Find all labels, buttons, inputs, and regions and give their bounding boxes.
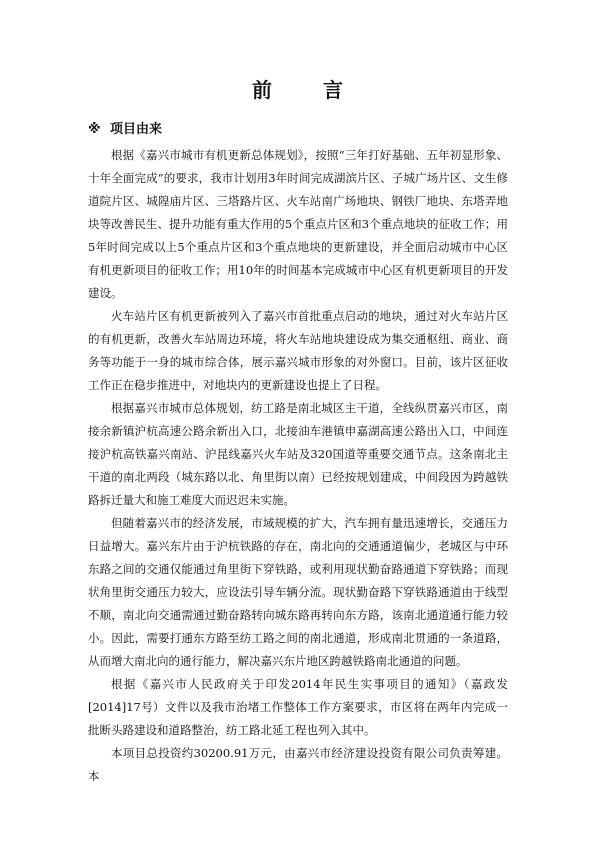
page-title: 前 言 (252, 78, 365, 102)
paragraph-4: 但随着嘉兴市的经济发展，市域规模的扩大，汽车拥有量迅速增长，交通压力日益增大。嘉兴东片由于沪杭铁路的存在，南北向的交通通道偏少，老城区与中环东路之间的交通仅能通过角里街下穿铁路，或利用现状勤奋路通道下穿铁路；而现状角里街交通压力较大，应设法引导车辆分流。现状勤奋路下穿铁路通道由于线型不顺，南北向交通需通过勤奋路转向城东路再转向东方路，该南北通道通行能力较小。因此，需要打通东方路至纺工路之间的南北通道，形成南北贯通的一条道路，从而增大南北向的通行能力，解决嘉兴东片地区跨越铁路南北通道的问题。 (88, 516, 508, 668)
paragraph-3: 根据嘉兴市城市总体规划，纺工路是南北城区主干道，全线纵贯嘉兴市区，南接余新镇沪杭高速公路余新出入口，北接油车港镇申嘉湖高速公路出入口，中间连接沪杭高铁嘉兴南站、沪昆线嘉兴火车站及320国道等重要交通节点。这条南北主干道的南北两段（城东路以北、角里街以南）已经按规划建成，中间段因为跨越铁路拆迁量大和施工难度大而迟迟未实施。 (88, 401, 508, 507)
paragraph-5: 根据《嘉兴市人民政府关于印发2014年民生实事项目的通知》（嘉政发[2014]17号）文件以及我市治堵工作整体工作方案要求，市区将在两年内完成一批断头路建设和道路整治，纺工路北延工程也列入其中。 (88, 677, 508, 737)
paragraph-1: 根据《嘉兴市城市有机更新总体规划》，按照“三年打好基础、五年初显形象、十年全面完成”的要求，我市计划用3年时间完成湖滨片区、子城广场片区、文生修道院片区、城隍庙片区、三塔路片区、火车站南广场地块、钢铁厂地块、东塔弄地块等改善民生、提升功能有重大作用的5个重点片区和3个重点地块的征收工作；用5年时间完成以上5个重点片区和3个重点地块的更新建设，并全面启动城市中心区有机更新项目的征收工作；用10年的时间基本完成城市中心区有机更新项目的开发建设。 (88, 148, 508, 300)
body-text (88, 144, 508, 788)
paragraph-2: 火车站片区有机更新被列入了嘉兴市首批重点启动的地块，通过对火车站片区的有机更新，改善火车站周边环境，将火车站地块建设成为集交通枢纽、商业、商务等功能于一身的城市综合体，展示嘉兴城市形象的对外窗口。目前，该片区征收工作正在稳步推进中，对地块内的更新建设也提上了日程。 (88, 309, 508, 392)
section-heading (88, 118, 162, 137)
section-heading-text: 项目由来 (110, 122, 163, 137)
paragraph-6: 本项目总投资约30200.91万元，由嘉兴市经济建设投资有限公司负责筹建。本 (88, 746, 508, 783)
reference-mark-icon: ※ (88, 122, 101, 137)
